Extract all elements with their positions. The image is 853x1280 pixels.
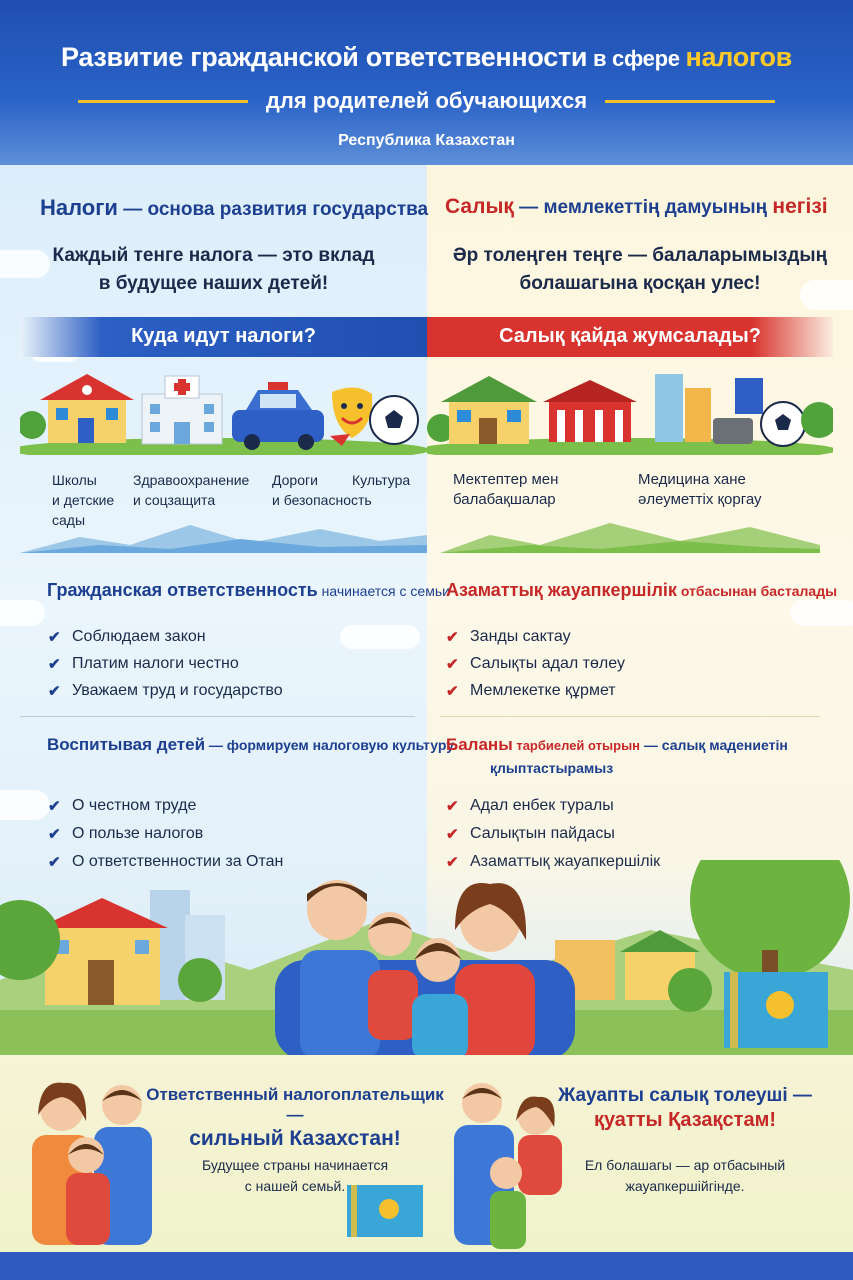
football-icon (761, 402, 805, 446)
check-icon: ✔ (48, 826, 61, 843)
right-heading-upbringing: Баланы тарбиелей отырын — салық мадениетін (446, 735, 788, 754)
list-item: ✔ Соблюдаем закон (48, 628, 206, 646)
caption-mektepter: Мектептер мен балабақшалар (453, 471, 559, 508)
list-item: ✔ Занды сактау (446, 628, 571, 646)
right-icons-row (427, 370, 833, 455)
right-heading-salyq: Салық — мемлекеттің дамуының негізі (445, 195, 828, 218)
footer-bar (0, 1252, 853, 1280)
list-item: ✔ О честном труде (48, 797, 197, 815)
mountains-left (20, 515, 427, 553)
right-heading-upbringing-line2: қлыптастырамыз (490, 760, 614, 776)
check-icon: ✔ (48, 798, 61, 815)
cloud-decoration (0, 600, 45, 626)
check-icon: ✔ (48, 629, 61, 646)
left-band-where-taxes-go: Куда идут налоги? (20, 317, 427, 357)
list-item: ✔ Платим налоги честно (48, 655, 239, 673)
family-illustration-right (440, 1073, 570, 1258)
cloud-decoration (790, 600, 853, 626)
left-intro-text: Каждый тенге налога — это вклад в будущее наших детей! (52, 245, 375, 294)
tree-decoration (178, 958, 222, 1002)
house-icon (427, 376, 537, 444)
bottom-slogan-section (0, 1055, 853, 1280)
check-icon: ✔ (446, 656, 459, 673)
right-slogan: Жауапты салық толеуші — қуатты Қазақстам! (558, 1085, 812, 1131)
title-rule-left (78, 100, 248, 103)
check-icon: ✔ (446, 683, 459, 700)
public-building-icon (543, 380, 637, 442)
check-icon: ✔ (446, 798, 459, 815)
mountains-right (440, 515, 820, 553)
title-rule-right (605, 100, 775, 103)
page-title: Развитие гражданской ответственности в сфере налогов (61, 42, 792, 72)
divider (20, 716, 415, 717)
caption-medicina: Медицинa хане әлеуметтіх қоргау (638, 471, 762, 508)
left-icons-row (20, 370, 427, 455)
right-note: Ел болашагы — ар отбасыный жауапкершійгінде. (584, 1157, 786, 1194)
caption-schools: Школы и детские сады (52, 472, 115, 528)
check-icon: ✔ (446, 826, 459, 843)
list-item: ✔ О пользе налогов (48, 825, 204, 843)
right-band-where-taxes-go: Салық қайда жумсалады? (427, 317, 833, 357)
list-item: ✔ Уважаем труд и государство (48, 682, 283, 700)
check-icon: ✔ (48, 656, 61, 673)
tree-decoration (801, 402, 833, 438)
page-subtitle: для родителей обучающихся (265, 88, 588, 113)
city-icon (655, 374, 763, 444)
list-item: ✔ Салықты адал төлеу (446, 655, 625, 673)
left-note: Будущее страны начинается с нашей семьй. (201, 1157, 389, 1194)
right-heading-civic: Азаматтық жауапкершілік отбасынан басталады (446, 580, 838, 600)
kazakhstan-flag-icon (345, 1183, 425, 1239)
list-item: ✔ Салықтын пайдасы (446, 825, 615, 843)
family-scene-illustration (0, 860, 853, 1060)
title-highlight: налогов (685, 42, 792, 72)
theatre-mask-icon (330, 387, 372, 446)
caption-culture: Культура (352, 472, 411, 488)
cloud-decoration (340, 625, 420, 649)
kazakhstan-flag-icon (724, 972, 828, 1048)
caption-healthcare: Здравоохранение и соцзащита (133, 472, 250, 508)
header-banner (0, 0, 853, 165)
left-slogan: Ответственный налогоплательщик — сильный Казахстан! (146, 1085, 444, 1150)
school-icon (20, 374, 134, 443)
football-icon (370, 396, 418, 444)
list-item: ✔ Адал енбек туралы (446, 797, 614, 815)
left-heading-taxes: Налоги — основа развития государства (40, 195, 429, 220)
cloud-decoration (0, 790, 50, 820)
check-icon: ✔ (446, 629, 459, 646)
country-label: Республика Казахстан (338, 132, 515, 149)
check-icon: ✔ (48, 683, 61, 700)
hospital-icon (142, 376, 222, 444)
right-intro-text: Әр толеңген теңге — балаларымыздың болашагына қосқан улес! (452, 245, 828, 294)
left-heading-upbringing: Воспитывая детей — формируем налоговую культуру (47, 735, 455, 754)
caption-roads: Дороги и безопасность (272, 472, 372, 508)
list-item: ✔ Мемлекетке құрмет (446, 682, 616, 700)
police-car-icon (232, 382, 324, 450)
tree-decoration (668, 968, 712, 1012)
divider (440, 716, 820, 717)
left-heading-civic: Гражданская ответственность начинается с семьи (47, 580, 450, 600)
family-illustration-left (20, 1075, 160, 1255)
